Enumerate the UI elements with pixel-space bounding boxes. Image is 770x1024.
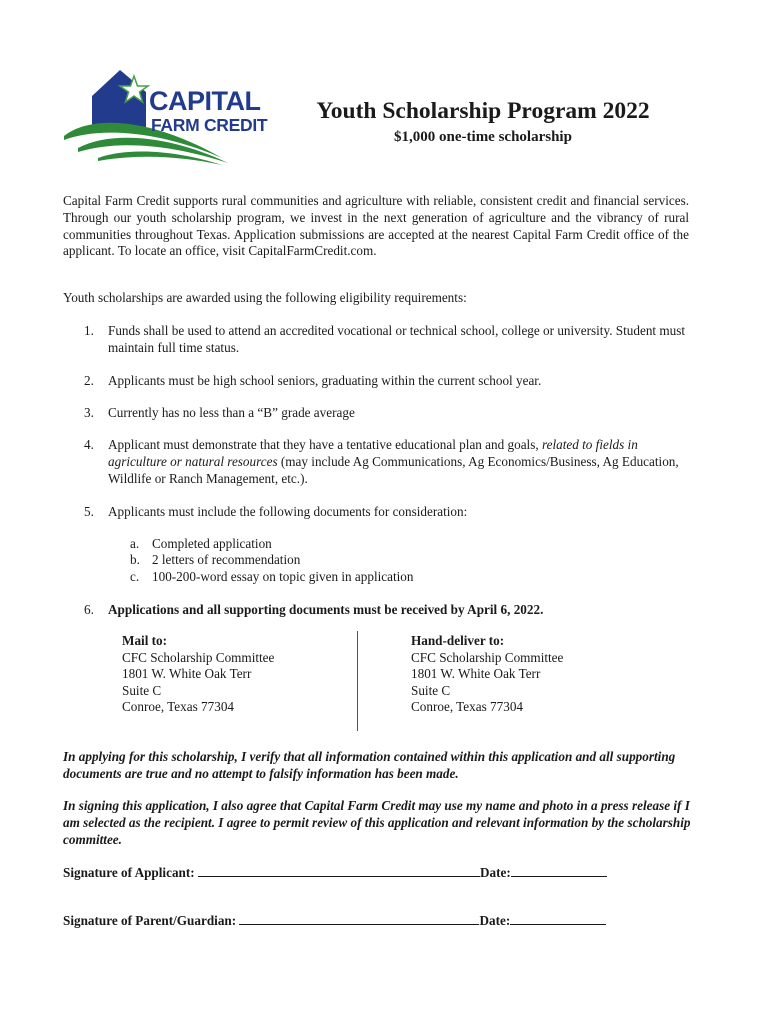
applicant-date-field[interactable] xyxy=(511,864,607,877)
document-text: 100-200-word essay on topic given in application xyxy=(152,569,414,584)
parent-signature-field[interactable] xyxy=(239,912,479,925)
page-title: Youth Scholarship Program 2022 xyxy=(316,98,650,124)
date-label: Date: xyxy=(479,865,511,880)
consent-statement: In signing this application, I also agree that Capital Farm Credit may use my name and photo in a press release if I am selected as the recipient. I agree to permit review of this application and relevant information by the scholarship committee. xyxy=(63,798,691,847)
requirement-number: 5. xyxy=(84,504,94,519)
requirement-deadline: Applications and all supporting documents must be received by April 6, 2022. xyxy=(108,602,544,617)
address-line: Suite C xyxy=(122,682,162,698)
address-line: Conroe, Texas 77304 xyxy=(122,699,235,715)
document-text: Completed application xyxy=(152,536,272,551)
address-line: Suite C xyxy=(411,682,451,698)
intro-paragraph: Capital Farm Credit supports rural communities and agriculture with reliable, consistent credit and financial services. Through our youth scholarship program, we invest in the next generation of agriculture and the vibrancy of rural communities throughout Texas. Application submissions are accepted at the nearest Capital Farm Credit office of the applicant. To locate an office, visit CapitalFarmCredit.com. xyxy=(63,193,689,259)
applicant-signature-label: Signature of Applicant: xyxy=(63,865,195,880)
document-letter: c. xyxy=(130,569,140,584)
hand-deliver-heading: Hand-deliver to: xyxy=(411,633,505,648)
requirement-number: 3. xyxy=(84,405,94,420)
requirement-text: Applicants must be high school seniors, graduating within the current school year. xyxy=(108,373,542,388)
applicant-signature-field[interactable] xyxy=(198,864,480,877)
logo-word-farm-credit: FARM CREDIT xyxy=(151,115,268,135)
document-letter: b. xyxy=(130,552,140,567)
address-line: 1801 W. White Oak Terr xyxy=(411,666,541,682)
hand-deliver-address-block xyxy=(411,633,563,716)
requirement-text: Applicants must include the following documents for consideration: xyxy=(108,504,468,519)
requirement-number: 6. xyxy=(84,602,94,617)
mail-address-block xyxy=(122,633,274,716)
date-label: Date: xyxy=(479,913,511,928)
document-item xyxy=(130,552,300,569)
parent-signature-row xyxy=(63,912,606,929)
requirement-number: 1. xyxy=(84,323,94,338)
address-line: CFC Scholarship Committee xyxy=(122,649,275,665)
document-item xyxy=(130,536,272,553)
requirement-number: 4. xyxy=(84,437,94,452)
applicant-signature-row xyxy=(63,864,607,881)
parent-date-field[interactable] xyxy=(510,912,606,925)
requirement-number: 2. xyxy=(84,373,94,388)
address-line: Conroe, Texas 77304 xyxy=(411,699,524,715)
verification-statement: In applying for this scholarship, I verify that all information contained within this application and all supporting documents are true and no attempt to falsify information has been made. xyxy=(63,749,676,781)
address-line: 1801 W. White Oak Terr xyxy=(122,666,252,682)
mail-heading: Mail to: xyxy=(122,633,168,648)
document-text: 2 letters of recommendation xyxy=(152,552,301,567)
document-item xyxy=(130,569,414,586)
document-letter: a. xyxy=(130,536,140,551)
requirement-text: Funds shall be used to attend an accredited vocational or technical school, college or university. Student must maintain full time status. xyxy=(108,323,686,355)
address-divider xyxy=(357,631,358,731)
parent-signature-label: Signature of Parent/Guardian: xyxy=(63,913,237,928)
requirement-text-part: (may include Ag Communications, Ag Economics/Business, Ag Education, Wildlife or Ranch Management, etc.). xyxy=(108,453,679,486)
requirement-text xyxy=(108,437,694,487)
requirement-text-italic: related to fields in agriculture or natural resources xyxy=(108,437,638,469)
requirement-text-part: Applicant must demonstrate that they have a tentative educational plan and goals, xyxy=(108,437,542,452)
logo-word-capital: CAPITAL xyxy=(149,86,261,116)
page-subtitle: $1,000 one-time scholarship xyxy=(394,129,572,145)
eligibility-heading: Youth scholarships are awarded using the following eligibility requirements: xyxy=(63,290,467,305)
address-line: CFC Scholarship Committee xyxy=(411,649,564,665)
requirement-text: Currently has no less than a “B” grade average xyxy=(108,405,355,420)
